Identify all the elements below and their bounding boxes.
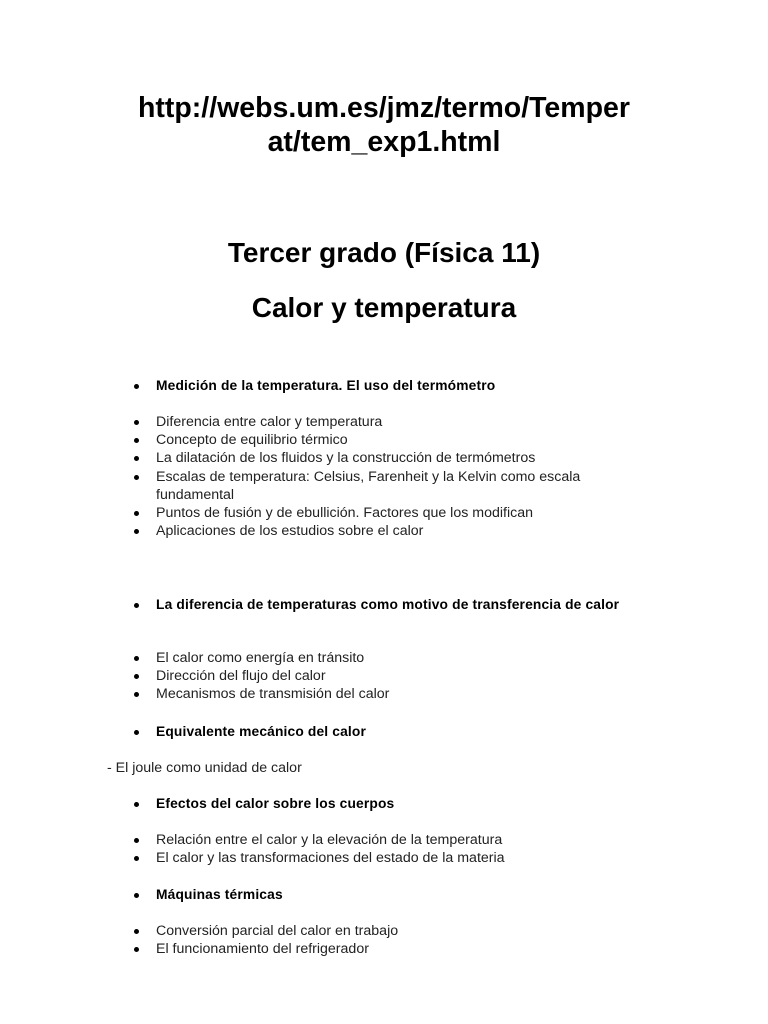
section-1-heading-list — [0, 377, 768, 395]
page-title: Tercer grado (Física 11) — [227, 237, 541, 268]
section-heading: La diferencia de temperaturas como motivo de transferencia de calor — [0, 596, 768, 614]
section-3-heading-list — [0, 723, 768, 741]
list-item: El calor y las transformaciones del estado de la materia — [0, 849, 768, 867]
section-2-heading-list — [0, 596, 768, 614]
list-item: Dirección del flujo del calor — [0, 667, 768, 685]
list-item: Aplicaciones de los estudios sobre el calor — [0, 522, 768, 540]
list-item: El funcionamiento del refrigerador — [0, 940, 768, 958]
list-item: Puntos de fusión y de ebullición. Factores que los modifican — [0, 504, 768, 522]
url-heading-line-1: http://webs.um.es/jmz/termo/Temper — [138, 92, 630, 124]
list-item: Relación entre el calor y la elevación de la temperatura — [0, 831, 768, 849]
section-1-items — [0, 413, 768, 540]
page-subtitle: Calor y temperatura — [251, 292, 517, 323]
list-item: El calor como energía en tránsito — [0, 649, 768, 667]
url-heading — [60, 91, 708, 159]
list-item: Concepto de equilibrio térmico — [0, 431, 768, 449]
list-item: Escalas de temperatura: Celsius, Farenheit y la Kelvin como escala fundamental — [0, 468, 768, 504]
url-heading-line-2: at/tem_exp1.html — [267, 126, 501, 158]
section-5-heading-list — [0, 886, 768, 904]
list-item: La dilatación de los fluidos y la construcción de termómetros — [0, 449, 768, 467]
section-heading: Medición de la temperatura. El uso del termómetro — [0, 377, 768, 395]
list-item: Diferencia entre calor y temperatura — [0, 413, 768, 431]
list-item: Mecanismos de transmisión del calor — [0, 685, 768, 703]
section-heading: Efectos del calor sobre los cuerpos — [0, 795, 768, 813]
section-heading: Equivalente mecánico del calor — [0, 723, 768, 741]
section-heading: Máquinas térmicas — [0, 886, 768, 904]
section-3-note: - El joule como unidad de calor — [107, 760, 302, 776]
section-5-items — [0, 922, 768, 958]
section-2-items — [0, 649, 768, 704]
list-item: Conversión parcial del calor en trabajo — [0, 922, 768, 940]
section-4-heading-list — [0, 795, 768, 813]
section-4-items — [0, 831, 768, 867]
